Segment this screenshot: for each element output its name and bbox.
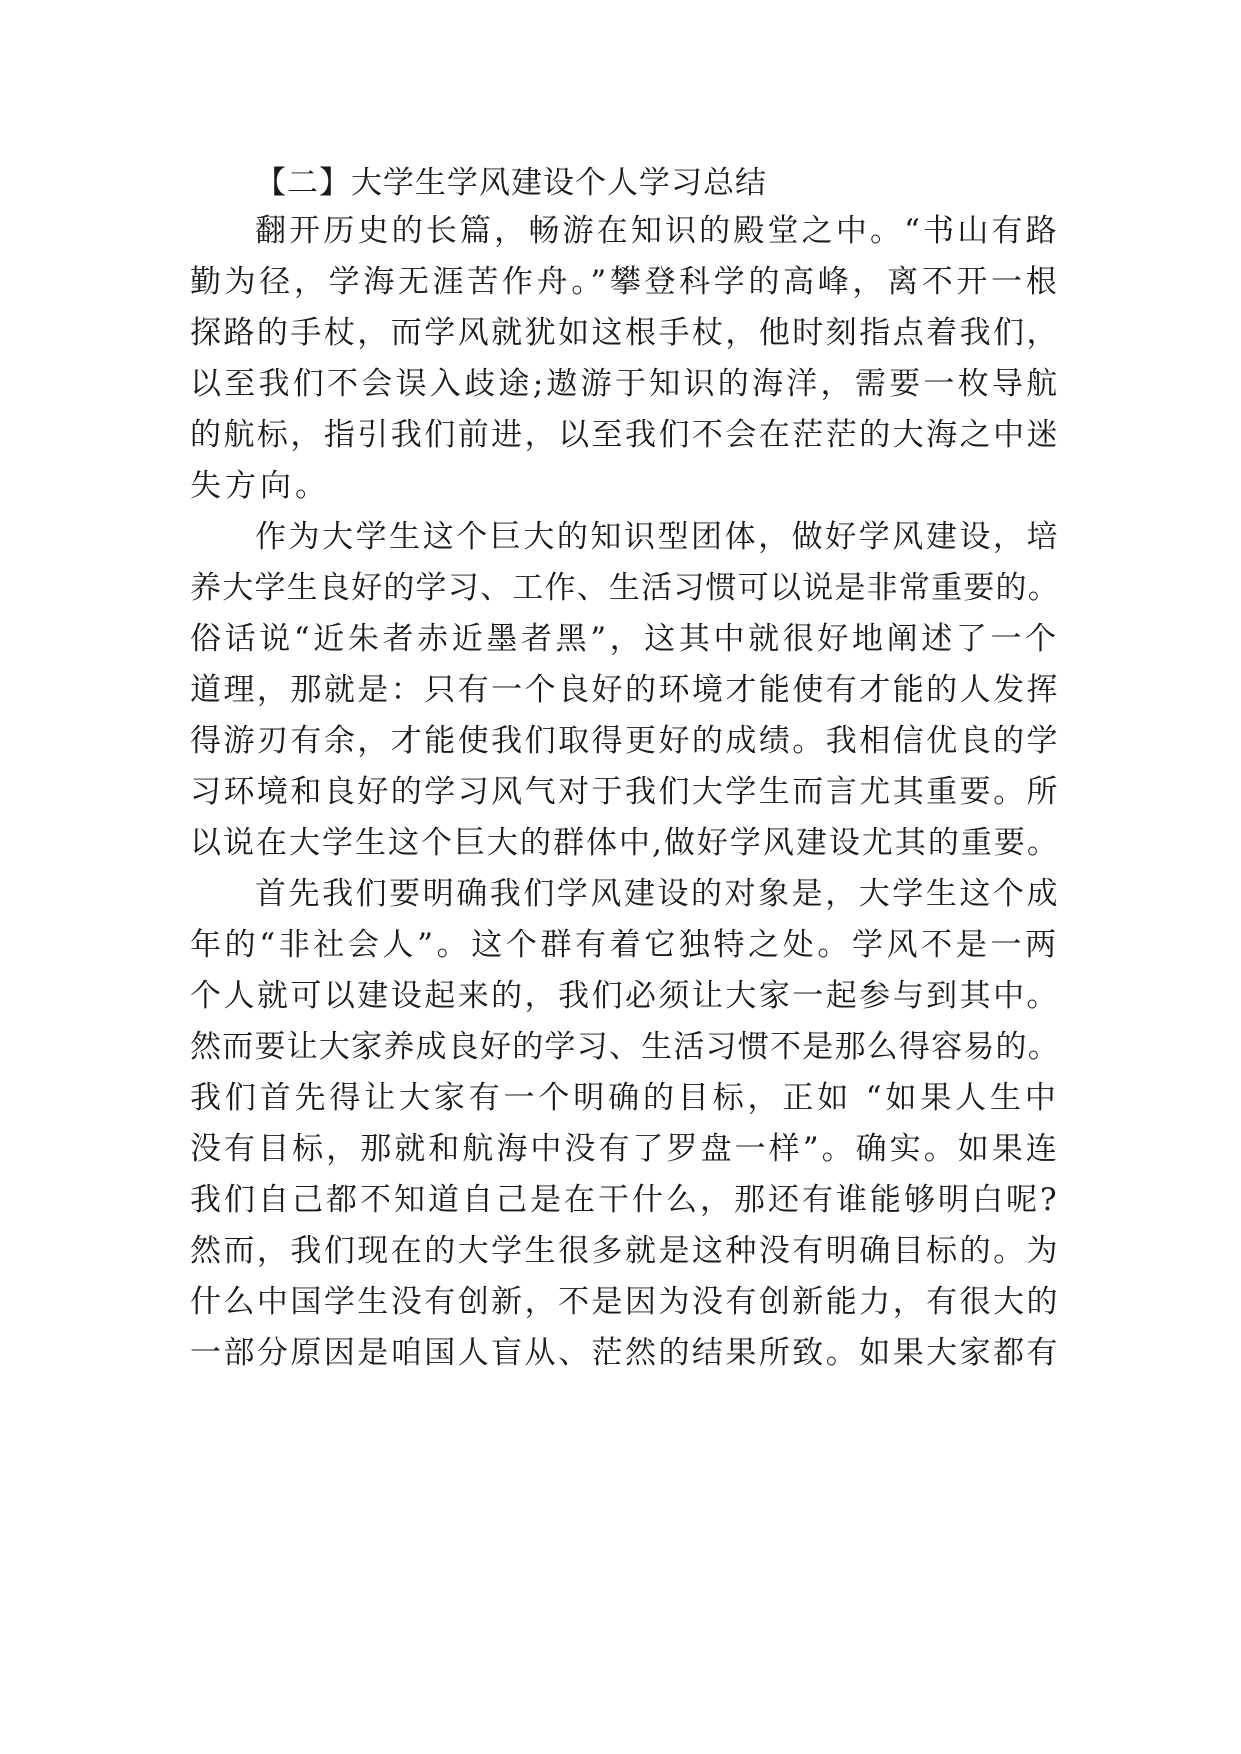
paragraph-line: 没有目标，那就和航海中没有了罗盘一样”。确实。如果连 bbox=[190, 1131, 1060, 1167]
paragraph-line: 养大学生良好的学习、工作、生活习惯可以说是非常重要的。 bbox=[190, 570, 1060, 606]
paragraph-line: 我们首先得让大家有一个明确的目标，正如 “如果人生中 bbox=[190, 1080, 1060, 1116]
paragraph-line: 一部分原因是咱国人盲从、茫然的结果所致。如果大家都有 bbox=[190, 1335, 1060, 1371]
paragraph-line: 以至我们不会误入歧途;遨游于知识的海洋，需要一枚导航 bbox=[190, 366, 1061, 402]
paragraph-line: 个人就可以建设起来的，我们必须让大家一起参与到其中。 bbox=[190, 978, 1060, 1014]
paragraph-line: 作为大学生这个巨大的知识型团体，做好学风建设，培 bbox=[255, 519, 1060, 555]
paragraph-line: 探路的手杖，而学风就犹如这根手杖，他时刻指点着我们， bbox=[190, 315, 1060, 351]
paragraph-line: 我们自己都不知道自己是在干什么，那还有谁能够明白呢? bbox=[190, 1182, 1060, 1218]
paragraph-line: 的航标，指引我们前进，以至我们不会在茫茫的大海之中迷 bbox=[190, 417, 1060, 453]
paragraph-line: 然而，我们现在的大学生很多就是这种没有明确目标的。为 bbox=[190, 1233, 1060, 1269]
paragraph-line: 得游刃有余，才能使我们取得更好的成绩。我相信优良的学 bbox=[190, 723, 1060, 759]
paragraph-line: 首先我们要明确我们学风建设的对象是，大学生这个成 bbox=[255, 876, 1060, 912]
paragraph-line: 俗话说“近朱者赤近墨者黑”，这其中就很好地阐述了一个 bbox=[190, 621, 1060, 657]
paragraph-line: 习环境和良好的学习风气对于我们大学生而言尤其重要。所 bbox=[190, 774, 1060, 810]
paragraph-line: 道理，那就是：只有一个良好的环境才能使有才能的人发挥 bbox=[190, 672, 1060, 708]
document-title: 【二】大学生学风建设个人学习总结 bbox=[255, 165, 767, 201]
paragraph-line: 翻开历史的长篇，畅游在知识的殿堂之中。“书山有路 bbox=[255, 213, 1060, 249]
paragraph-line: 以说在大学生这个巨大的群体中,做好学风建设尤其的重要。 bbox=[190, 825, 1060, 861]
paragraph-line: 然而要让大家养成良好的学习、生活习惯不是那么得容易的。 bbox=[190, 1029, 1060, 1065]
paragraph-line: 什么中国学生没有创新，不是因为没有创新能力，有很大的 bbox=[190, 1284, 1060, 1320]
paragraph-line: 失方向。 bbox=[190, 468, 330, 504]
paragraph-line: 年的“非社会人”。这个群有着它独特之处。学风不是一两 bbox=[190, 927, 1060, 963]
paragraph-line: 勤为径，学海无涯苦作舟。”攀登科学的高峰，离不开一根 bbox=[190, 264, 1061, 300]
